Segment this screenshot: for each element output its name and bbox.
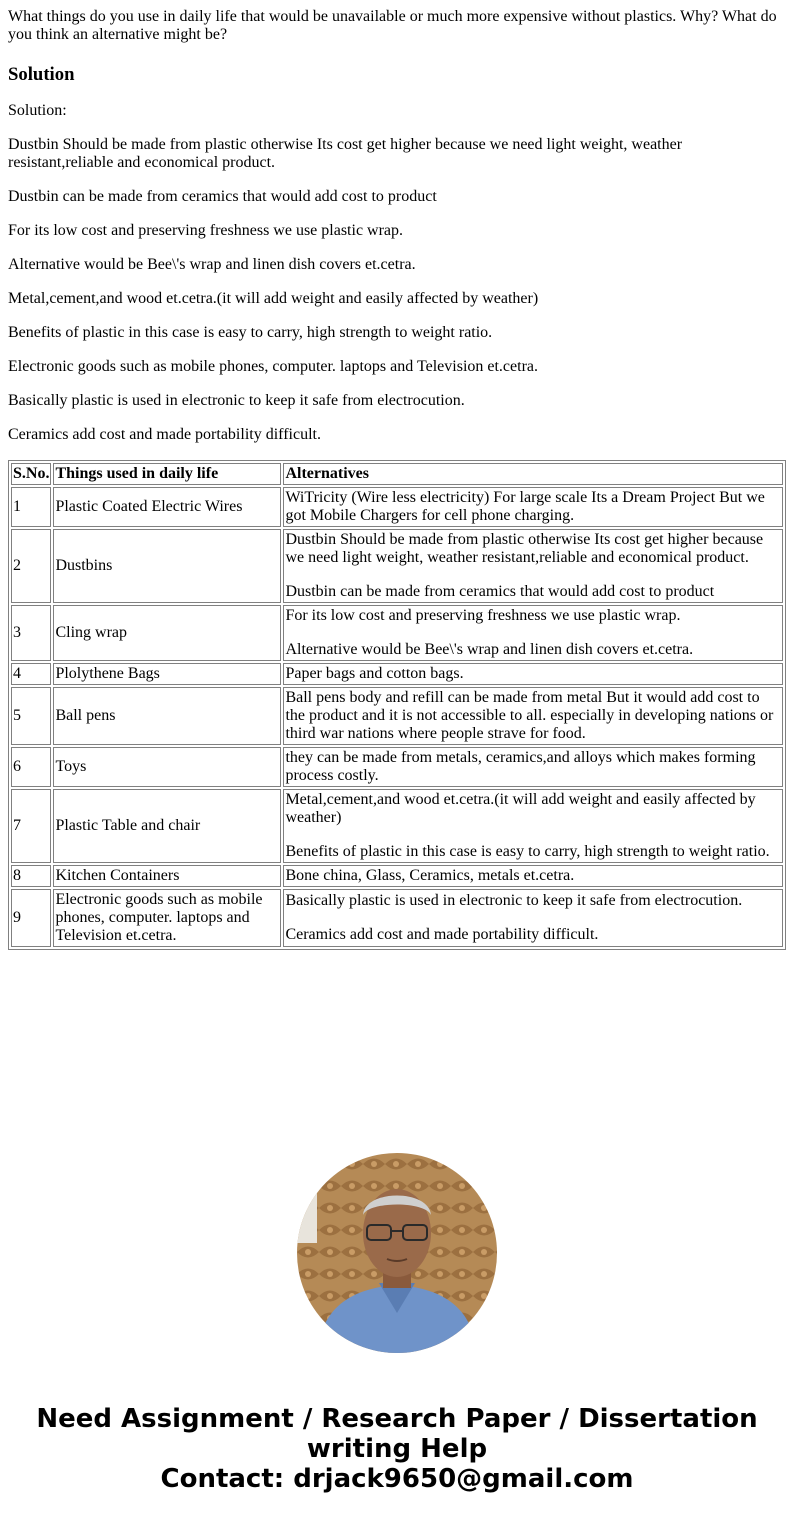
paragraph: Ceramics add cost and made portability difficult.: [8, 426, 321, 443]
table-row: [11, 747, 783, 787]
footer-contact: [0, 1404, 794, 1494]
author-avatar: [297, 1153, 497, 1353]
cell-sno: 5: [11, 687, 51, 745]
paragraph: Alternative would be Bee\'s wrap and linen dish covers et.cetra.: [8, 256, 416, 273]
cell-sno: 4: [11, 663, 51, 685]
cell-thing: Cling wrap: [53, 605, 281, 661]
alternative-text: Dustbin Should be made from plastic otherwise Its cost get higher because we need light weight, weather resistant,reliable and economical product.: [285, 531, 764, 566]
cell-thing: Ball pens: [53, 687, 281, 745]
alternative-text: Dustbin can be made from ceramics that would add cost to product: [285, 583, 715, 600]
header-sno: S.No.: [11, 463, 51, 485]
table-row: [11, 687, 783, 745]
solution-paragraphs: [8, 102, 786, 444]
alternative-text: Basically plastic is used in electronic to keep it safe from electrocution.: [285, 892, 743, 909]
paragraph: Benefits of plastic in this case is easy to carry, high strength to weight ratio.: [8, 324, 493, 341]
table-header-row: [11, 463, 783, 485]
cell-alternative: [283, 529, 783, 603]
author-portrait-icon: [297, 1153, 497, 1353]
table-row: [11, 789, 783, 863]
cell-sno: 9: [11, 889, 51, 947]
table-row: [11, 605, 783, 661]
cell-thing: Toys: [53, 747, 281, 787]
alternative-text: WiTricity (Wire less electricity) For large scale Its a Dream Project But we got Mobile Chargers for cell phone charging.: [285, 489, 765, 524]
alternatives-table: [8, 460, 786, 950]
cell-alternative: [283, 865, 783, 887]
paragraph: Solution:: [8, 102, 67, 119]
alternative-text: Ball pens body and refill can be made from metal But it would add cost to the product and it is not accessible to all. especially in developing nations or third war nations where people strave for food.: [285, 689, 774, 742]
alternative-text: Alternative would be Bee\'s wrap and linen dish covers et.cetra.: [285, 641, 694, 658]
cell-sno: 6: [11, 747, 51, 787]
cell-sno: 7: [11, 789, 51, 863]
cell-thing: Kitchen Containers: [53, 865, 281, 887]
footer-help-text: Need Assignment / Research Paper / Dissertation writing Help: [36, 1404, 758, 1464]
alternative-text: Paper bags and cotton bags.: [285, 665, 464, 682]
solution-heading: Solution: [8, 64, 75, 85]
question-text: What things do you use in daily life that would be unavailable or much more expensive without plastics. Why? What do you think an alternative might be?: [8, 8, 777, 43]
cell-thing: Plolythene Bags: [53, 663, 281, 685]
table-row: [11, 889, 783, 947]
alternative-text: Metal,cement,and wood et.cetra.(it will add weight and easily affected by weather): [285, 791, 756, 826]
cell-alternative: [283, 487, 783, 527]
alternative-text: Ceramics add cost and made portability difficult.: [285, 926, 599, 943]
cell-thing: Electronic goods such as mobile phones, computer. laptops and Television et.cetra.: [53, 889, 281, 947]
header-thing: Things used in daily life: [53, 463, 281, 485]
cell-thing: Plastic Coated Electric Wires: [53, 487, 281, 527]
footer-email-text: Contact: drjack9650@gmail.com: [160, 1464, 634, 1494]
cell-alternative: [283, 789, 783, 863]
alternative-text: For its low cost and preserving freshness we use plastic wrap.: [285, 607, 681, 624]
cell-alternative: [283, 747, 783, 787]
cell-alternative: [283, 889, 783, 947]
paragraph: Electronic goods such as mobile phones, computer. laptops and Television et.cetra.: [8, 358, 539, 375]
cell-alternative: [283, 687, 783, 745]
cell-sno: 8: [11, 865, 51, 887]
alternative-text: Benefits of plastic in this case is easy to carry, high strength to weight ratio.: [285, 843, 770, 860]
table-row: [11, 865, 783, 887]
cell-sno: 2: [11, 529, 51, 603]
cell-thing: Dustbins: [53, 529, 281, 603]
cell-sno: 1: [11, 487, 51, 527]
paragraph: For its low cost and preserving freshness we use plastic wrap.: [8, 222, 404, 239]
cell-alternative: [283, 663, 783, 685]
cell-thing: Plastic Table and chair: [53, 789, 281, 863]
cell-sno: 3: [11, 605, 51, 661]
table-row: [11, 529, 783, 603]
table-row: [11, 663, 783, 685]
paragraph: Dustbin can be made from ceramics that would add cost to product: [8, 188, 437, 205]
alternative-text: Bone china, Glass, Ceramics, metals et.cetra.: [285, 867, 575, 884]
paragraph: Basically plastic is used in electronic to keep it safe from electrocution.: [8, 392, 465, 409]
paragraph: Dustbin Should be made from plastic otherwise Its cost get higher because we need light weight, weather resistant,reliable and economical product.: [8, 136, 683, 171]
header-alternatives: Alternatives: [283, 463, 783, 485]
table-row: [11, 487, 783, 527]
cell-alternative: [283, 605, 783, 661]
paragraph: Metal,cement,and wood et.cetra.(it will add weight and easily affected by weather): [8, 290, 539, 307]
alternative-text: they can be made from metals, ceramics,and alloys which makes forming process costly.: [285, 749, 756, 784]
